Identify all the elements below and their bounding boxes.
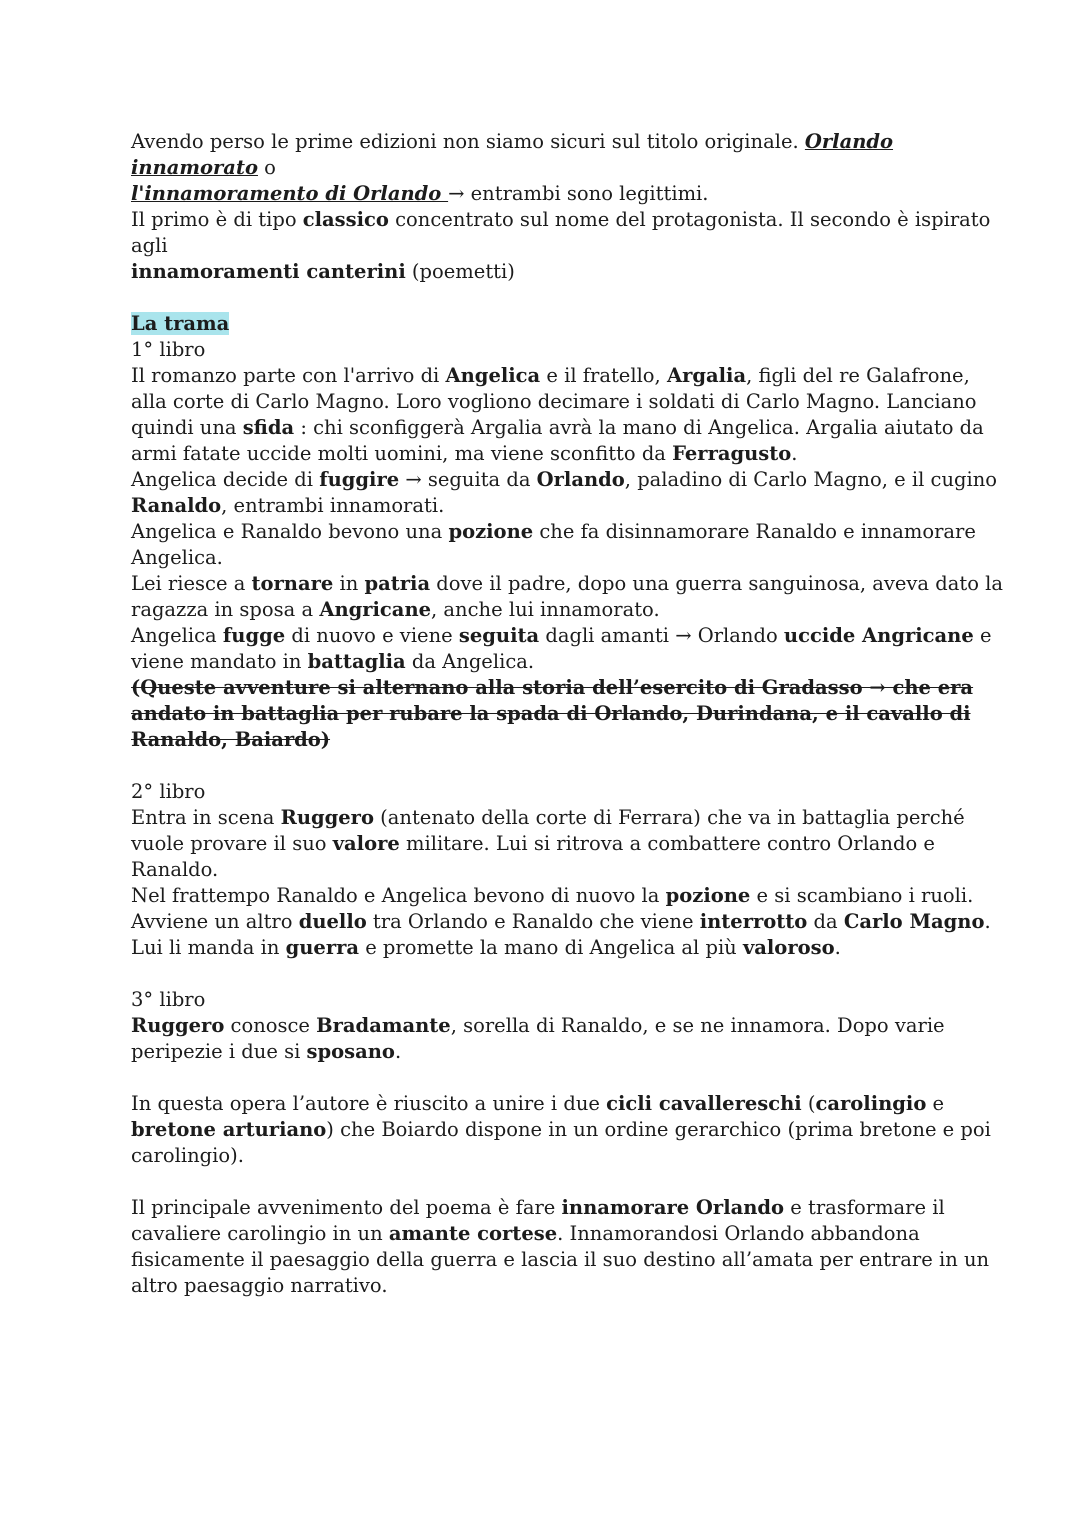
libro1-paragraph-2: Angelica decide di fuggire → seguita da Orlando, paladino di Carlo Magno, e il cugino Ranaldo, entrambi innamorati. [131,468,998,517]
libro1-paragraph-5: Angelica fugge di nuovo e viene seguita dagli amanti → Orlando uccide Angricane e viene mandato in battaglia da Angelica. [131,624,992,673]
libro2-label: 2° libro [131,780,206,803]
libro3-paragraph: Ruggero conosce Bradamante, sorella di Ranaldo, e se ne innamora. Dopo varie peripezie i due si sposano. [131,1014,945,1063]
conclusione-paragraph: Il principale avvenimento del poema è fare innamorare Orlando e trasformare il cavaliere carolingio in un amante cortese. Innamorandosi Orlando abbandona fisicamente il paesaggio della guerra e lascia il suo destino all’amata per entrare in un altro paesaggio narrativo. [131,1196,990,1297]
title-innamoramento: l'innamoramento di Orlando [131,182,449,205]
intro-paragraph: Avendo perso le prime edizioni non siamo sicuri sul titolo originale. Orlando innamorato o l'innamoramento di Orlando → entrambi sono legittimi. Il primo è di tipo classico concentrato sul nome del protagonista. Il secondo è ispirato agli innamoramenti canterini (poemetti) [131,130,991,283]
libro1-paragraph-1: Il romanzo parte con l'arrivo di Angelica e il fratello, Argalia, figli del re Galafrone, alla corte di Carlo Magno. Loro vogliono decimare i soldati di Carlo Magno. Lanciano quindi una sfida : chi sconfiggerà Argalia avrà la mano di Angelica. Argalia aiutato da armi fatate uccide molti uomini, ma viene sconfitto da Ferragusto. [131,364,984,465]
libro3-label: 3° libro [131,988,206,1011]
document-page [131,129,1011,1299]
libro1-label: 1° libro [131,338,206,361]
libro1-paragraph-3: Angelica e Ranaldo bevono una pozione che fa disinnamorare Ranaldo e innamorare Angelica. [131,520,976,569]
section-heading-trama: La trama [131,312,230,335]
libro2-paragraph-1: Entra in scena Ruggero (antenato della corte di Ferrara) che va in battaglia perché vuole provare il suo valore militare. Lui si ritrova a combattere contro Orlando e Ranaldo. [131,806,965,881]
strikethrough-note: (Queste avventure si alternano alla storia dell’esercito di Gradasso → che era andato in battaglia per rubare la spada di Orlando, Durindana, e il cavallo di Ranaldo, Baiardo) [131,676,974,751]
title-orlando-innamorato: Orlando innamorato [131,130,894,179]
cicli-paragraph: In questa opera l’autore è riuscito a unire i due cicli cavallereschi (carolingio e bretone arturiano) che Boiardo dispone in un ordine gerarchico (prima bretone e poi carolingio). [131,1092,991,1167]
libro1-paragraph-4: Lei riesce a tornare in patria dove il padre, dopo una guerra sanguinosa, aveva dato la ragazza in sposa a Angricane, anche lui innamorato. [131,572,1003,621]
libro2-paragraph-2: Nel frattempo Ranaldo e Angelica bevono di nuovo la pozione e si scambiano i ruoli. Avviene un altro duello tra Orlando e Ranaldo che viene interrotto da Carlo Magno. Lui li manda in guerra e promette la mano di Angelica al più valoroso. [131,884,991,959]
